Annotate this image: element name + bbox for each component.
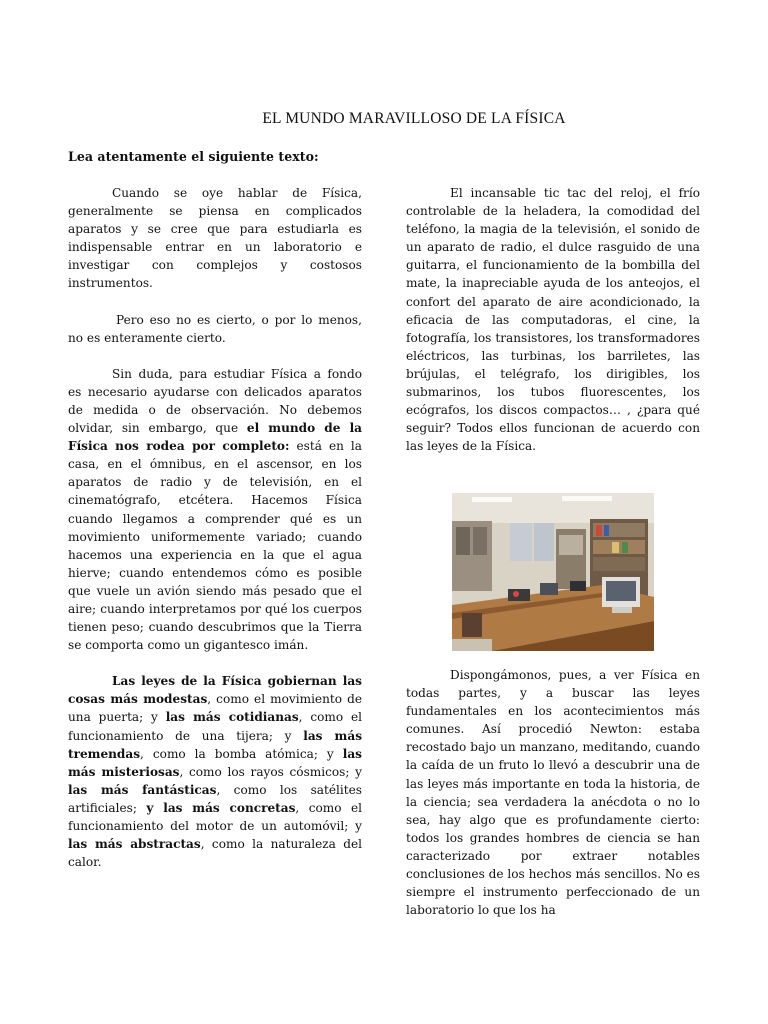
p4-text-1: , como el movimiento de una puerta; y bbox=[68, 692, 362, 725]
p4-bold-1: Las leyes de la Física gobiernan las cosas más modestas bbox=[68, 674, 362, 707]
paragraph-3-text-b: está en la casa, en el ómnibus, en el ascensor, en los aparatos de radio y de televisión, en el cinematógrafo, etcétera. Hacemos Física cuando llegamos a comprender qué es un movimiento uniformemente variado; cuando hacemos una experiencia en la que el agua hierve; cuando entendemos cómo es posible que vuele un avión siendo más pesado que el aire; cuando interpretamos por qué los cuerpos tienen peso; cuando descubrimos que la Tierra se comporta como un gigantesco imán. bbox=[68, 439, 362, 653]
p4-text-5: , como los satélites artificiales; bbox=[68, 782, 362, 815]
p4-bold-4: las más misteriosas bbox=[68, 746, 362, 779]
paragraph-3 bbox=[68, 365, 362, 655]
p4-bold-7: las más abstractas bbox=[68, 837, 201, 852]
paragraph-1: Cuando se oye hablar de Física, generalmente se piensa en complicados aparatos y se cree que para estudiarla es indispensable entrar en un laboratorio e investigar con complejos y costosos instrumentos. bbox=[68, 186, 362, 291]
right-paragraph-2-wrap bbox=[406, 666, 700, 919]
p4-bold-6: y las más concretas bbox=[146, 800, 296, 815]
paragraph-3-bold: el mundo de la Física nos rodea por completo: bbox=[68, 421, 362, 454]
left-column bbox=[68, 184, 362, 871]
page-title: EL MUNDO MARAVILLOSO DE LA FÍSICA bbox=[262, 110, 566, 127]
p4-text-7: , como la naturaleza del calor. bbox=[68, 837, 362, 870]
right-paragraph-1: El incansable tic tac del reloj, el frío controlable de la heladera, la comodidad del teléfono, la magia de la televisión, el sonido de un aparato de radio, el dulce rasguido de una guitarra, el funcionamiento de la bombilla del mate, la inapreciable ayuda de los anteojos, el confort del aparato de aire acondicionado, la eficacia de las computadoras, el cine, la fotografía, los transistores, los transformadores eléctricos, las turbinas, los barriletes, las brújulas, el telégrafo, los dirigibles, los submarinos, los tubos fluorescentes, los ecógrafos, los discos compactos… , ¿para qué seguir? Todos ellos funcionan de acuerdo con las leyes de la Física. bbox=[406, 186, 700, 454]
paragraph-4 bbox=[68, 672, 362, 871]
p4-text-4: , como los rayos cósmicos; y bbox=[179, 764, 362, 779]
instruction-heading: Lea atentamente el siguiente texto: bbox=[68, 149, 319, 164]
laboratory-photo bbox=[452, 493, 654, 651]
right-paragraph-2: Dispongámonos, pues, a ver Física en todas partes, y a buscar las leyes fundamentales en los acontecimientos más comunes. Así procedió Newton: estaba recostado bajo un manzano, meditando, cuando la caída de un fruto lo llevó a descubrir una de las leyes más importante en toda la historia, de la ciencia; sea verdadera la anécdota o no lo sea, hay algo que es profundamente cierto: todos los grandes hombres de ciencia se han caracterizado por extraer notables conclusiones de los hechos más sencillos. No es siempre el instrumento perfeccionado de un laboratorio lo que los ha bbox=[406, 668, 700, 918]
paragraph-3-text-a: Sin duda, para estudiar Física a fondo es necesario ayudarse con delicados aparatos de medida o de observación. No debemos olvidar, sin embargo, que bbox=[68, 366, 362, 436]
paragraph-2: Pero eso no es cierto, o por lo menos, no es enteramente cierto. bbox=[68, 312, 362, 345]
p4-bold-2: las más cotidianas bbox=[165, 710, 299, 725]
right-column bbox=[406, 184, 700, 918]
p4-bold-5: las más fantásticas bbox=[68, 782, 217, 797]
p4-bold-3: las más tremendas bbox=[68, 728, 363, 761]
p4-text-6: , como el funcionamiento del motor de un automóvil; y bbox=[68, 800, 362, 833]
p4-text-2: , como el funcionamiento de una tijera; y bbox=[68, 710, 362, 743]
p4-text-3: , como la bomba atómica; y bbox=[140, 746, 343, 761]
